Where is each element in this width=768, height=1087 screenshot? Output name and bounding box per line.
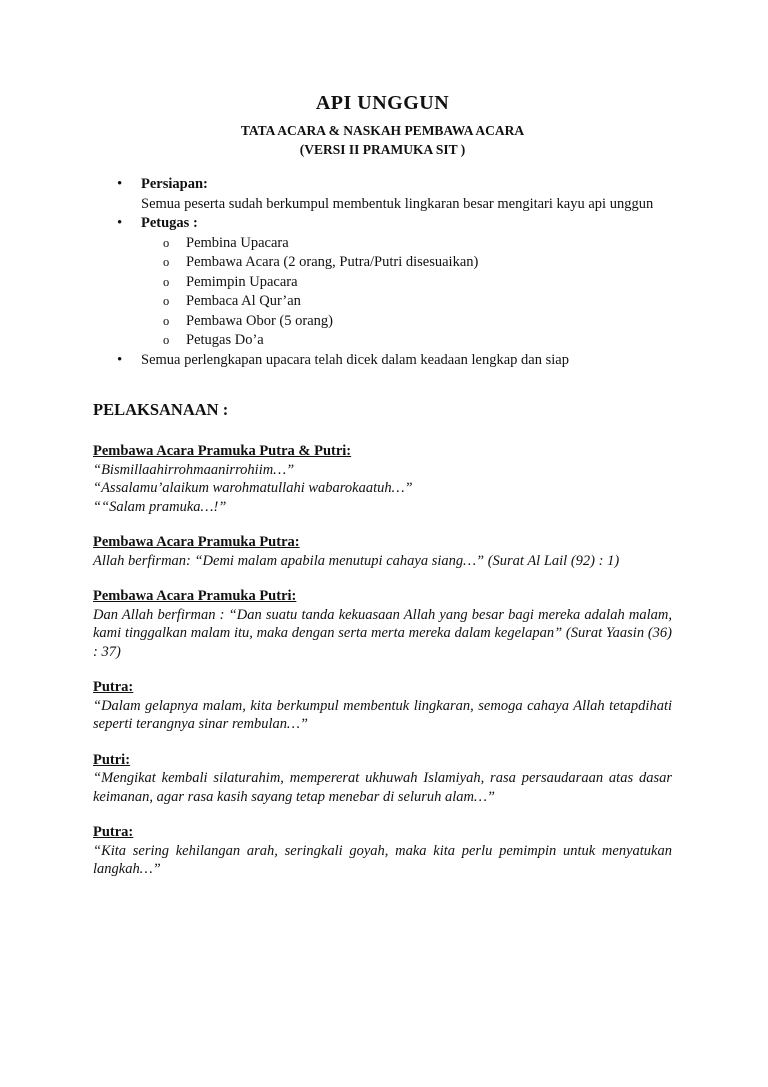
preparation-list: [93, 175, 672, 370]
list-item: o Pembina Upacara: [163, 234, 672, 254]
speaker-heading: Putra:: [93, 824, 134, 840]
script-block: [93, 751, 672, 807]
list-item-petugas: [117, 214, 672, 351]
speaker-heading: Putra:: [93, 679, 134, 695]
list-item-persiapan: [117, 175, 672, 214]
script-line: “Bismillaahirrohmaanirrohiim…”: [93, 461, 295, 478]
speaker-heading: Pembawa Acara Pramuka Putra & Putri:: [93, 443, 352, 459]
script-block: [93, 442, 672, 516]
document-title: API UNGGUN: [315, 92, 450, 114]
speaker-heading: Putri:: [93, 751, 131, 768]
script-line: Dan Allah berfirman : “Dan suatu tanda kekuasaan Allah yang besar bagi mereka adalah malam, kami tinggalkan malam itu, maka dengan serta merta mereka dalam kegelapan” (Surat Yaasin (36) : 37): [93, 606, 672, 660]
persiapan-label: • Persiapan:: [141, 176, 208, 192]
script-line: Allah berfirman: “Demi malam apabila menutupi cahaya siang…” (Surat Al Lail (92) : 1): [93, 552, 620, 569]
script-line: “Assalamu’alaikum warohmatullahi wabarokaatuh…”: [93, 480, 413, 496]
speaker-heading: Pembawa Acara Pramuka Putra:: [93, 534, 300, 550]
script-line: “Kita sering kehilangan arah, seringkali goyah, maka kita perlu pemimpin untuk menyatukan langkah…”: [93, 842, 672, 877]
petugas-list: [141, 234, 672, 351]
list-item: o Pembawa Acara (2 orang, Putra/Putri disesuaikan): [163, 253, 672, 273]
script-block: [93, 587, 672, 661]
document-subtitle: TATA ACARA & NASKAH PEMBAWA ACARA: [240, 123, 525, 138]
speaker-heading: Pembawa Acara Pramuka Putri:: [93, 588, 297, 604]
script-block: [93, 533, 672, 570]
script-block: [93, 678, 672, 734]
script-line: “Mengikat kembali silaturahim, mempererat ukhuwah Islamiyah, rasa persaudaraan atas dasar keimanan, agar rasa kasih sayang tetap menebar di seluruh alam…”: [93, 770, 672, 805]
section-heading-pelaksanaan: PELAKSANAAN :: [93, 400, 229, 419]
document-version: (VERSI II PRAMUKA SIT ): [299, 142, 466, 157]
list-item-perlengkapan: • Semua perlengkapan upacara telah dicek dalam keadaan lengkap dan siap: [117, 351, 672, 371]
script-line: ““Salam pramuka…!”: [93, 498, 227, 515]
script-block: [93, 823, 672, 879]
list-item: o Petugas Do’a: [163, 331, 672, 351]
list-item: o Pembaca Al Qur’an: [163, 292, 672, 312]
persiapan-text: Semua peserta sudah berkumpul membentuk lingkaran besar mengitari kayu api unggun: [141, 195, 654, 212]
petugas-label: • Petugas :: [141, 215, 198, 231]
list-item: o Pemimpin Upacara: [163, 273, 672, 293]
list-item: o Pembawa Obor (5 orang): [163, 312, 672, 332]
script-line: “Dalam gelapnya malam, kita berkumpul membentuk lingkaran, semoga cahaya Allah tetapdihati seperti terangnya sinar rembulan…”: [93, 697, 672, 732]
